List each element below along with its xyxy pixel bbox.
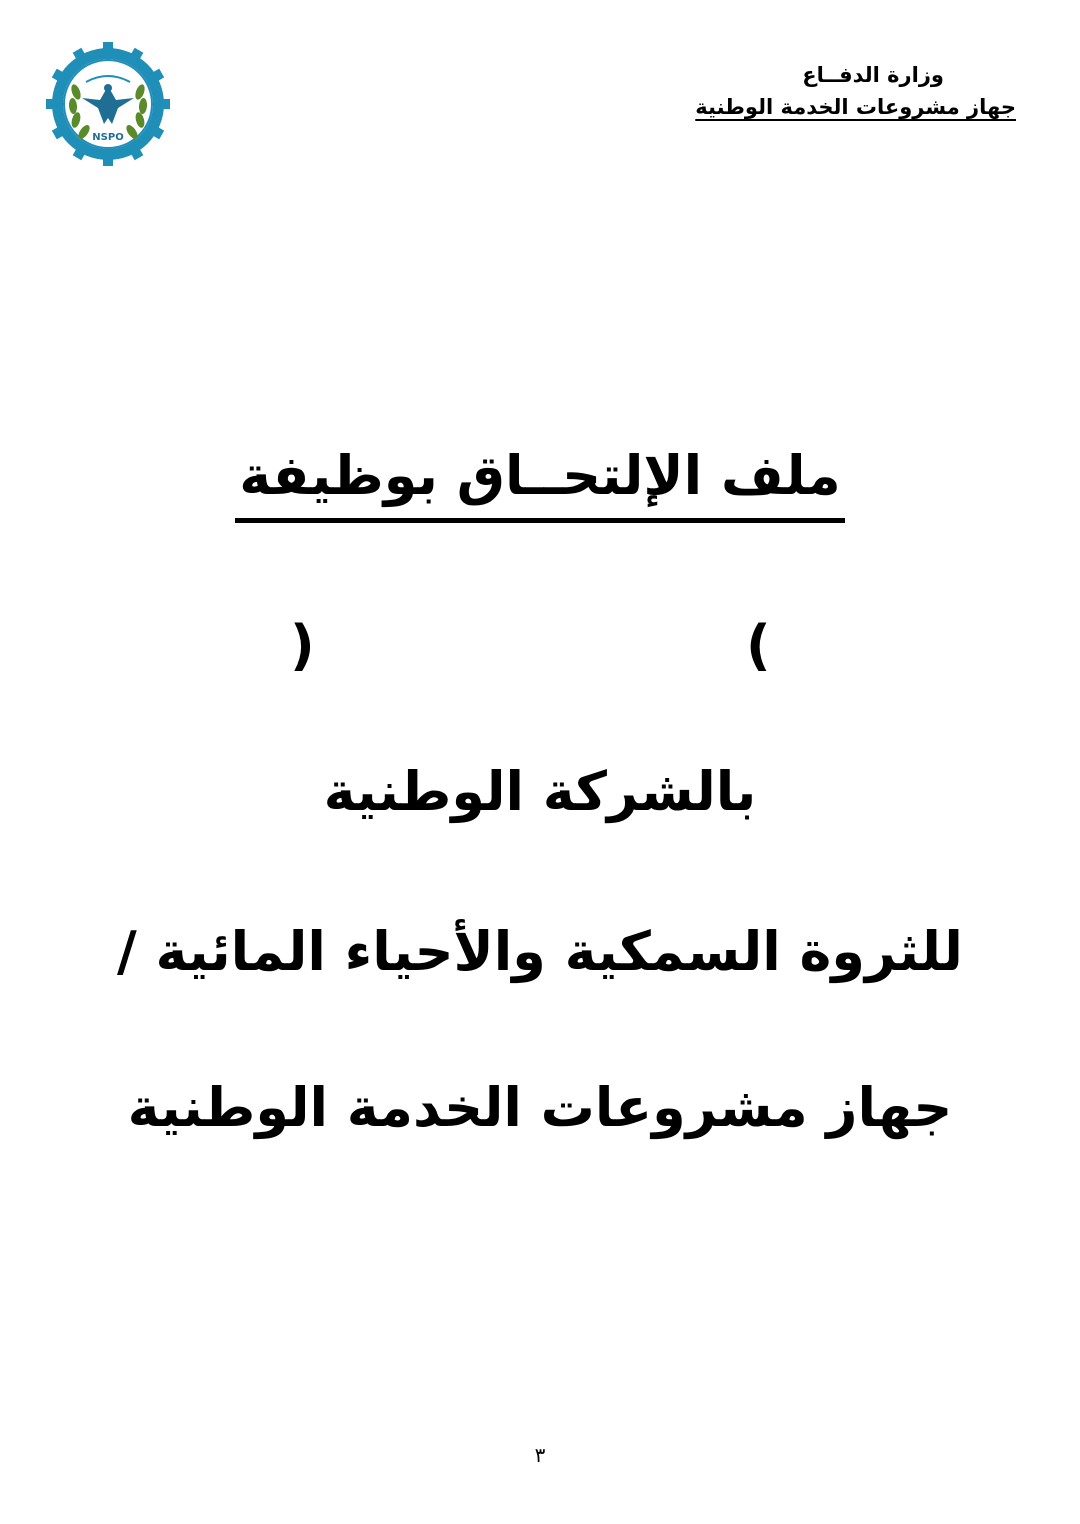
agency-name: جهاز مشروعات الخدمة الوطنية [695,95,1016,119]
company-line-2: للثروة السمكية والأحياء المائية / [117,920,963,983]
position-paren-open: ( [746,614,771,677]
company-line-1: بالشركة الوطنية [323,760,757,823]
logo-text: NSPO [92,132,124,143]
position-paren-close: ) [290,614,315,677]
page-number: ٣ [534,1443,546,1467]
company-line-3: جهاز مشروعات الخدمة الوطنية [127,1076,953,1139]
document-title-text: ملف الإلتحــاق بوظيفة [235,436,844,523]
header [695,58,1016,122]
ministry-name: وزارة الدفــاع [802,63,944,87]
document-title [0,436,1080,523]
nspo-logo [46,42,170,166]
nspo-logo-icon [46,42,170,166]
